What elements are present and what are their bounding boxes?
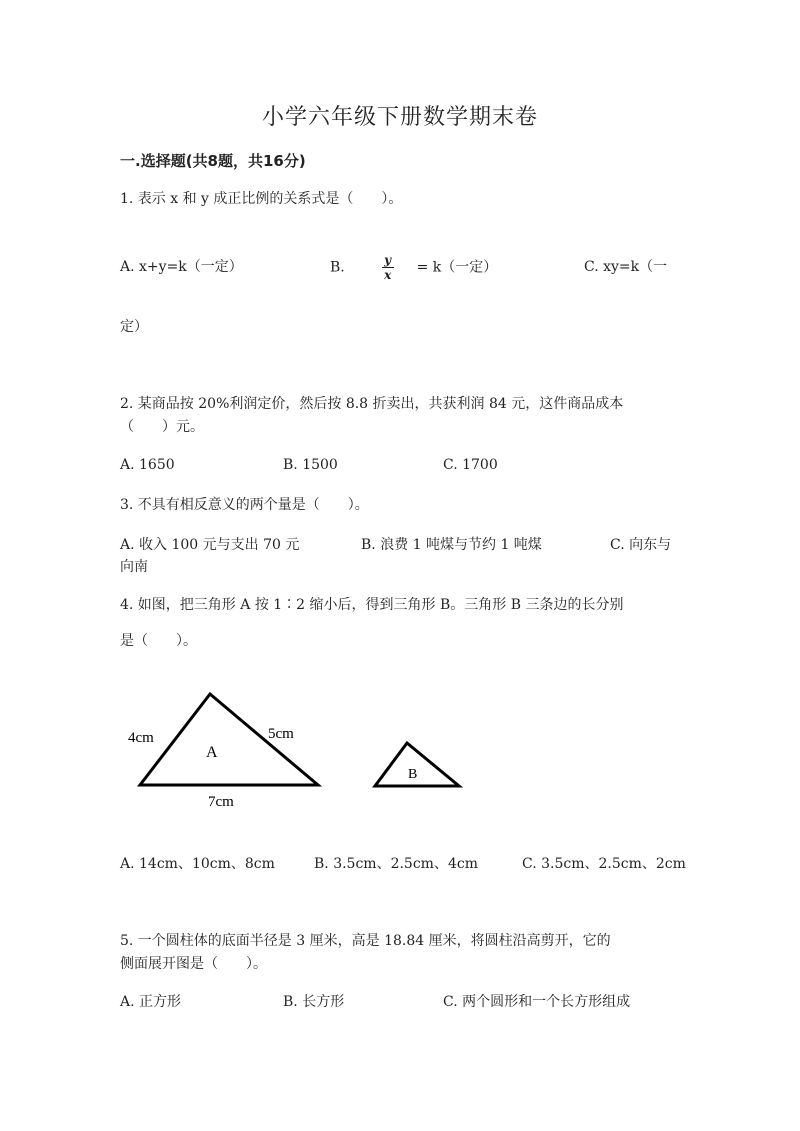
question-4-stem-line-1: 4. 如图，把三角形 A 按 1∶2 缩小后，得到三角形 B。三角形 B 三条边的长分别 bbox=[120, 597, 624, 613]
question-2-option-c: C. 1700 bbox=[443, 457, 498, 473]
option-b-prefix: B. bbox=[330, 259, 345, 276]
question-3-option-c-continued: 向南 bbox=[120, 559, 148, 575]
question-2-stem-line-1: 2. 某商品按 20%利润定价，然后按 8.8 折卖出，共获利润 84 元，这件商品成本 bbox=[120, 396, 624, 412]
question-3-option-a: A. 收入 100 元与支出 70 元 bbox=[120, 537, 300, 553]
question-4-option-a: A. 14cm、10cm、8cm bbox=[120, 856, 275, 872]
triangle-a-left-side-label: 4cm bbox=[128, 730, 154, 746]
page-title: 小学六年级下册数学期末卷 bbox=[261, 105, 538, 130]
question-1-option-c-continued: 定） bbox=[120, 319, 148, 335]
question-5-stem-line-2: 侧面展开图是（ ）。 bbox=[120, 956, 267, 972]
question-1-option-a: A. x+y=k（一定） bbox=[120, 259, 243, 275]
fraction-y-over-x bbox=[382, 254, 394, 281]
question-4-option-c: C. 3.5cm、2.5cm、2cm bbox=[522, 856, 686, 872]
triangle-b-label: B bbox=[408, 767, 418, 782]
triangle-a-label: A bbox=[206, 744, 218, 761]
section-heading: 一.选择题(共8题，共16分) bbox=[120, 152, 306, 170]
fraction-numerator: y bbox=[384, 253, 392, 267]
question-1-option-c: C. xy=k（一 bbox=[584, 259, 668, 275]
question-5-option-c: C. 两个圆形和一个长方形组成 bbox=[443, 994, 631, 1010]
question-3-option-b: B. 浪费 1 吨煤与节约 1 吨煤 bbox=[361, 537, 542, 553]
question-5-stem-line-1: 5. 一个圆柱体的底面半径是 3 厘米，高是 18.84 厘米，将圆柱沿高剪开，它的 bbox=[120, 933, 611, 949]
triangle-a-right-side-label: 5cm bbox=[268, 726, 294, 742]
fraction-denominator: x bbox=[384, 268, 392, 282]
option-b-suffix: = k（一定） bbox=[416, 259, 498, 276]
question-5-option-a: A. 正方形 bbox=[120, 994, 182, 1010]
question-1-option-b bbox=[330, 254, 497, 281]
question-5-option-b: B. 长方形 bbox=[283, 994, 345, 1010]
question-2-stem-line-2: （ ）元。 bbox=[120, 419, 204, 435]
question-2-option-a: A. 1650 bbox=[120, 457, 175, 473]
question-4-option-b: B. 3.5cm、2.5cm、4cm bbox=[314, 856, 478, 872]
question-3-option-c: C. 向东与 bbox=[610, 537, 672, 553]
question-1-stem: 1. 表示 x 和 y 成正比例的关系式是（ ）。 bbox=[120, 191, 403, 207]
triangle-a-bottom-side-label: 7cm bbox=[208, 794, 234, 810]
question-4-stem-line-2: 是（ ）。 bbox=[120, 633, 197, 649]
question-3-stem: 3. 不具有相反意义的两个量是（ ）。 bbox=[120, 497, 369, 513]
question-2-option-b: B. 1500 bbox=[283, 457, 338, 473]
triangles-figure bbox=[120, 680, 480, 820]
